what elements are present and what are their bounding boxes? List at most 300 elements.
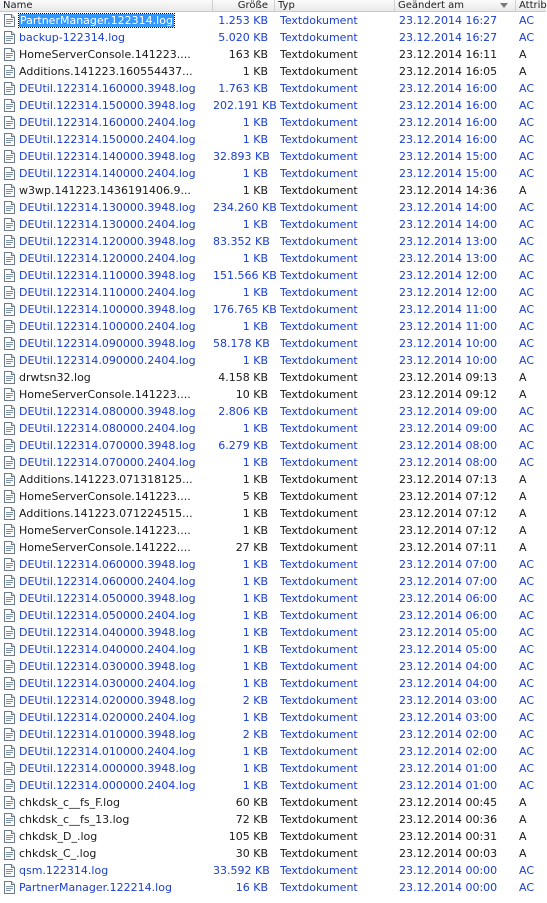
file-type: Textdokument xyxy=(280,711,358,724)
file-row[interactable] xyxy=(0,46,546,63)
text-document-icon xyxy=(4,218,15,231)
text-document-icon xyxy=(4,320,15,333)
file-type: Textdokument xyxy=(280,252,358,265)
file-modified-date: 23.12.2014 03:00 xyxy=(399,694,498,707)
file-row[interactable] xyxy=(0,233,546,250)
file-name: DEUtil.122314.120000.2404.log xyxy=(19,252,196,265)
file-size: 83.352 KB xyxy=(213,235,270,248)
file-type: Textdokument xyxy=(280,813,358,826)
column-header-modified[interactable]: Geändert am xyxy=(395,0,516,11)
file-row[interactable] xyxy=(0,216,546,233)
file-row[interactable] xyxy=(0,862,546,879)
file-type: Textdokument xyxy=(280,524,358,537)
file-type: Textdokument xyxy=(280,847,358,860)
file-modified-date: 23.12.2014 07:00 xyxy=(399,558,498,571)
file-attributes: A xyxy=(519,796,527,809)
file-attributes: AC xyxy=(519,167,535,180)
text-document-icon xyxy=(4,796,15,809)
file-name: DEUtil.122314.100000.2404.log xyxy=(19,320,196,333)
column-header-name[interactable]: Name xyxy=(0,0,213,11)
file-type: Textdokument xyxy=(280,14,358,27)
file-modified-date: 23.12.2014 04:00 xyxy=(399,660,498,673)
text-document-icon xyxy=(4,269,15,282)
file-modified-date: 23.12.2014 16:05 xyxy=(399,65,498,78)
file-attributes: A xyxy=(519,490,527,503)
file-attributes: A xyxy=(519,847,527,860)
file-modified-date: 23.12.2014 07:12 xyxy=(399,524,498,537)
file-row[interactable] xyxy=(0,148,546,165)
sort-descending-icon xyxy=(500,3,508,8)
file-size: 1 KB xyxy=(242,133,268,146)
file-row[interactable] xyxy=(0,114,546,131)
text-document-icon xyxy=(4,82,15,95)
file-modified-date: 23.12.2014 13:00 xyxy=(399,235,498,248)
file-type: Textdokument xyxy=(280,881,358,894)
file-attributes: A xyxy=(519,184,527,197)
file-attributes: A xyxy=(519,813,527,826)
file-name: drwtsn32.log xyxy=(19,371,91,384)
file-name: w3wp.141223.1436191406.9... xyxy=(19,184,191,197)
file-size: 1 KB xyxy=(242,558,268,571)
file-size: 1 KB xyxy=(242,286,268,299)
file-size: 1 KB xyxy=(242,354,268,367)
text-document-icon xyxy=(4,65,15,78)
file-size: 1 KB xyxy=(242,643,268,656)
file-type: Textdokument xyxy=(280,660,358,673)
file-row[interactable] xyxy=(0,63,546,80)
file-name: DEUtil.122314.070000.3948.log xyxy=(19,439,196,452)
file-attributes: A xyxy=(519,830,527,843)
text-document-icon xyxy=(4,235,15,248)
file-row[interactable] xyxy=(0,488,546,505)
file-row[interactable] xyxy=(0,590,546,607)
file-type: Textdokument xyxy=(280,303,358,316)
file-size: 1.253 KB xyxy=(218,14,268,27)
file-type: Textdokument xyxy=(280,558,358,571)
file-modified-date: 23.12.2014 08:00 xyxy=(399,439,498,452)
text-document-icon xyxy=(4,490,15,503)
file-attributes: A xyxy=(519,388,527,401)
file-modified-date: 23.12.2014 16:27 xyxy=(399,31,498,44)
file-modified-date: 23.12.2014 12:00 xyxy=(399,286,498,299)
file-attributes: AC xyxy=(519,133,535,146)
file-modified-date: 23.12.2014 14:36 xyxy=(399,184,498,197)
file-name: backup-122314.log xyxy=(19,31,125,44)
file-name: DEUtil.122314.120000.3948.log xyxy=(19,235,196,248)
file-size: 1 KB xyxy=(242,184,268,197)
file-size: 1 KB xyxy=(242,660,268,673)
file-modified-date: 23.12.2014 00:36 xyxy=(399,813,498,826)
file-row[interactable] xyxy=(0,369,546,386)
file-row[interactable] xyxy=(0,182,546,199)
file-modified-date: 23.12.2014 16:27 xyxy=(399,14,498,27)
file-row[interactable] xyxy=(0,165,546,182)
text-document-icon xyxy=(4,592,15,605)
file-row[interactable] xyxy=(0,539,546,556)
file-type: Textdokument xyxy=(280,490,358,503)
file-attributes: AC xyxy=(519,269,535,282)
file-attributes: AC xyxy=(519,150,535,163)
file-size: 30 KB xyxy=(235,847,268,860)
file-type: Textdokument xyxy=(280,677,358,690)
file-type: Textdokument xyxy=(280,337,358,350)
file-name: qsm.122314.log xyxy=(19,864,109,877)
file-size: 1 KB xyxy=(242,456,268,469)
file-type: Textdokument xyxy=(280,201,358,214)
file-attributes: AC xyxy=(519,235,535,248)
file-row[interactable] xyxy=(0,131,546,148)
file-modified-date: 23.12.2014 11:00 xyxy=(399,303,498,316)
file-type: Textdokument xyxy=(280,167,358,180)
file-name: DEUtil.122314.050000.2404.log xyxy=(19,609,196,622)
text-document-icon xyxy=(4,626,15,639)
file-attributes: AC xyxy=(519,303,535,316)
file-name: DEUtil.122314.050000.3948.log xyxy=(19,592,196,605)
file-modified-date: 23.12.2014 05:00 xyxy=(399,626,498,639)
file-size: 1 KB xyxy=(242,320,268,333)
file-row[interactable] xyxy=(0,97,546,114)
file-modified-date: 23.12.2014 03:00 xyxy=(399,711,498,724)
file-name: DEUtil.122314.020000.2404.log xyxy=(19,711,196,724)
file-type: Textdokument xyxy=(280,541,358,554)
file-row[interactable] xyxy=(0,675,546,692)
file-type: Textdokument xyxy=(280,456,358,469)
file-name: DEUtil.122314.140000.2404.log xyxy=(19,167,196,180)
file-modified-date: 23.12.2014 14:00 xyxy=(399,201,498,214)
file-row[interactable] xyxy=(0,505,546,522)
file-attributes: A xyxy=(519,541,527,554)
file-type: Textdokument xyxy=(280,507,358,520)
file-row[interactable] xyxy=(0,352,546,369)
column-header-size[interactable]: Größe xyxy=(213,0,275,11)
file-type: Textdokument xyxy=(280,779,358,792)
file-row[interactable] xyxy=(0,692,546,709)
file-row[interactable] xyxy=(0,403,546,420)
file-row[interactable] xyxy=(0,794,546,811)
text-document-icon xyxy=(4,286,15,299)
file-row[interactable] xyxy=(0,386,546,403)
text-document-icon xyxy=(4,524,15,537)
file-modified-date: 23.12.2014 09:00 xyxy=(399,422,498,435)
text-document-icon xyxy=(4,14,15,27)
file-attributes: AC xyxy=(519,286,535,299)
file-attributes: AC xyxy=(519,677,535,690)
text-document-icon xyxy=(4,609,15,622)
file-modified-date: 23.12.2014 07:12 xyxy=(399,490,498,503)
text-document-icon xyxy=(4,150,15,163)
file-modified-date: 23.12.2014 07:13 xyxy=(399,473,498,486)
file-type: Textdokument xyxy=(280,31,358,44)
file-name: DEUtil.122314.150000.3948.log xyxy=(19,99,196,112)
file-size: 1 KB xyxy=(242,575,268,588)
file-name: DEUtil.122314.160000.3948.log xyxy=(19,82,196,95)
file-attributes: A xyxy=(519,371,527,384)
file-name: DEUtil.122314.040000.3948.log xyxy=(19,626,196,639)
file-type: Textdokument xyxy=(280,864,358,877)
file-type: Textdokument xyxy=(280,745,358,758)
text-document-icon xyxy=(4,371,15,384)
file-attributes: AC xyxy=(519,405,535,418)
file-size: 4.158 KB xyxy=(218,371,268,384)
file-attributes: AC xyxy=(519,609,535,622)
file-modified-date: 23.12.2014 15:00 xyxy=(399,167,498,180)
file-attributes: AC xyxy=(519,592,535,605)
file-size: 1 KB xyxy=(242,592,268,605)
file-name: DEUtil.122314.040000.2404.log xyxy=(19,643,196,656)
file-modified-date: 23.12.2014 16:00 xyxy=(399,82,498,95)
file-modified-date: 23.12.2014 02:00 xyxy=(399,745,498,758)
file-size: 2.806 KB xyxy=(218,405,268,418)
text-document-icon xyxy=(4,541,15,554)
file-modified-date: 23.12.2014 07:11 xyxy=(399,541,498,554)
file-row[interactable] xyxy=(0,760,546,777)
file-type: Textdokument xyxy=(280,762,358,775)
column-header-attributes[interactable]: Attrib xyxy=(519,0,547,11)
column-header-type[interactable]: Typ xyxy=(275,0,395,11)
file-row[interactable] xyxy=(0,828,546,845)
file-size: 32.893 KB xyxy=(213,150,270,163)
file-row[interactable] xyxy=(0,811,546,828)
file-modified-date: 23.12.2014 00:45 xyxy=(399,796,498,809)
file-modified-date: 23.12.2014 14:00 xyxy=(399,218,498,231)
text-document-icon xyxy=(4,643,15,656)
file-modified-date: 23.12.2014 13:00 xyxy=(399,252,498,265)
file-row[interactable] xyxy=(0,301,546,318)
file-name: DEUtil.122314.090000.2404.log xyxy=(19,354,196,367)
file-name: chkdsk_c__fs_F.log xyxy=(19,796,120,809)
text-document-icon xyxy=(4,762,15,775)
file-attributes: AC xyxy=(519,694,535,707)
file-size: 1 KB xyxy=(242,252,268,265)
file-attributes: AC xyxy=(519,439,535,452)
text-document-icon xyxy=(4,473,15,486)
file-name: Additions.141223.071224515... xyxy=(19,507,193,520)
file-modified-date: 23.12.2014 10:00 xyxy=(399,337,498,350)
file-attributes: AC xyxy=(519,218,535,231)
text-document-icon xyxy=(4,303,15,316)
text-document-icon xyxy=(4,711,15,724)
file-modified-date: 23.12.2014 10:00 xyxy=(399,354,498,367)
file-attributes: AC xyxy=(519,252,535,265)
file-size: 1 KB xyxy=(242,116,268,129)
file-name: DEUtil.122314.070000.2404.log xyxy=(19,456,196,469)
file-type: Textdokument xyxy=(280,728,358,741)
file-attributes: AC xyxy=(519,626,535,639)
text-document-icon xyxy=(4,354,15,367)
file-modified-date: 23.12.2014 16:11 xyxy=(399,48,498,61)
file-name: DEUtil.122314.110000.2404.log xyxy=(19,286,196,299)
file-row[interactable] xyxy=(0,437,546,454)
file-size: 1 KB xyxy=(242,65,268,78)
column-header-bar xyxy=(0,0,546,12)
file-name: DEUtil.122314.010000.3948.log xyxy=(19,728,196,741)
file-row[interactable] xyxy=(0,641,546,658)
file-modified-date: 23.12.2014 06:00 xyxy=(399,592,498,605)
file-attributes: AC xyxy=(519,201,535,214)
file-type: Textdokument xyxy=(280,405,358,418)
text-document-icon xyxy=(4,99,15,112)
file-attributes: A xyxy=(519,507,527,520)
file-row[interactable] xyxy=(0,284,546,301)
file-size: 1 KB xyxy=(242,779,268,792)
text-document-icon xyxy=(4,575,15,588)
file-modified-date: 23.12.2014 00:03 xyxy=(399,847,498,860)
file-name: DEUtil.122314.000000.3948.log xyxy=(19,762,196,775)
file-name: DEUtil.122314.030000.2404.log xyxy=(19,677,196,690)
file-row[interactable] xyxy=(0,420,546,437)
file-type: Textdokument xyxy=(280,422,358,435)
file-attributes: AC xyxy=(519,745,535,758)
file-row[interactable] xyxy=(0,471,546,488)
text-document-icon xyxy=(4,813,15,826)
file-type: Textdokument xyxy=(280,218,358,231)
file-name: DEUtil.122314.000000.2404.log xyxy=(19,779,196,792)
file-row[interactable] xyxy=(0,777,546,794)
file-name: HomeServerConsole.141223.... xyxy=(19,524,191,537)
text-document-icon xyxy=(4,31,15,44)
file-size: 1.763 KB xyxy=(218,82,268,95)
text-document-icon xyxy=(4,388,15,401)
file-name: DEUtil.122314.030000.3948.log xyxy=(19,660,196,673)
file-attributes: AC xyxy=(519,660,535,673)
file-type: Textdokument xyxy=(280,235,358,248)
file-name: HomeServerConsole.141223.... xyxy=(19,48,191,61)
file-size: 1 KB xyxy=(242,167,268,180)
file-type: Textdokument xyxy=(280,575,358,588)
file-type: Textdokument xyxy=(280,116,358,129)
file-size: 1 KB xyxy=(242,524,268,537)
text-document-icon xyxy=(4,728,15,741)
text-document-icon xyxy=(4,337,15,350)
file-name: HomeServerConsole.141222.... xyxy=(19,541,191,554)
file-row[interactable] xyxy=(0,250,546,267)
file-row[interactable] xyxy=(0,29,546,46)
file-row[interactable] xyxy=(0,845,546,862)
file-name: DEUtil.122314.110000.3948.log xyxy=(19,269,196,282)
text-document-icon xyxy=(4,660,15,673)
text-document-icon xyxy=(4,881,15,894)
file-row[interactable] xyxy=(0,624,546,641)
file-name: DEUtil.122314.130000.2404.log xyxy=(19,218,196,231)
file-name: DEUtil.122314.080000.2404.log xyxy=(19,422,196,435)
file-attributes: AC xyxy=(519,779,535,792)
file-type: Textdokument xyxy=(280,626,358,639)
file-size: 2 KB xyxy=(242,694,268,707)
file-name: DEUtil.122314.150000.2404.log xyxy=(19,133,196,146)
text-document-icon xyxy=(4,745,15,758)
file-name: DEUtil.122314.060000.2404.log xyxy=(19,575,196,588)
file-row[interactable] xyxy=(0,658,546,675)
file-type: Textdokument xyxy=(280,592,358,605)
file-row[interactable] xyxy=(0,454,546,471)
file-type: Textdokument xyxy=(280,269,358,282)
file-name: DEUtil.122314.020000.3948.log xyxy=(19,694,196,707)
text-document-icon xyxy=(4,694,15,707)
file-attributes: A xyxy=(519,48,527,61)
file-size: 72 KB xyxy=(235,813,268,826)
file-size: 16 KB xyxy=(235,881,268,894)
file-row[interactable] xyxy=(0,556,546,573)
file-modified-date: 23.12.2014 00:00 xyxy=(399,881,498,894)
file-size: 1 KB xyxy=(242,626,268,639)
file-size: 1 KB xyxy=(242,422,268,435)
file-modified-date: 23.12.2014 06:00 xyxy=(399,609,498,622)
file-size: 60 KB xyxy=(235,796,268,809)
file-name: DEUtil.122314.140000.3948.log xyxy=(19,150,196,163)
file-modified-date: 23.12.2014 01:00 xyxy=(399,762,498,775)
file-attributes: AC xyxy=(519,864,535,877)
file-modified-date: 23.12.2014 07:12 xyxy=(399,507,498,520)
file-name: HomeServerConsole.141223.... xyxy=(19,388,191,401)
file-size: 1 KB xyxy=(242,507,268,520)
text-document-icon xyxy=(4,558,15,571)
file-row[interactable] xyxy=(0,318,546,335)
file-row[interactable] xyxy=(0,573,546,590)
file-type: Textdokument xyxy=(280,133,358,146)
file-type: Textdokument xyxy=(280,830,358,843)
file-row[interactable] xyxy=(0,335,546,352)
file-row[interactable] xyxy=(0,80,546,97)
file-row[interactable] xyxy=(0,267,546,284)
file-size: 176.765 KB xyxy=(213,303,277,316)
text-document-icon xyxy=(4,439,15,452)
file-attributes: AC xyxy=(519,354,535,367)
file-name: DEUtil.122314.060000.3948.log xyxy=(19,558,196,571)
file-attributes: AC xyxy=(519,422,535,435)
text-document-icon xyxy=(4,864,15,877)
file-size: 27 KB xyxy=(235,541,268,554)
file-size: 10 KB xyxy=(235,388,268,401)
file-modified-date: 23.12.2014 11:00 xyxy=(399,320,498,333)
file-attributes: AC xyxy=(519,337,535,350)
file-attributes: A xyxy=(519,473,527,486)
file-row[interactable] xyxy=(0,709,546,726)
file-modified-date: 23.12.2014 09:12 xyxy=(399,388,498,401)
text-document-icon xyxy=(4,507,15,520)
file-name: DEUtil.122314.010000.2404.log xyxy=(19,745,196,758)
file-row[interactable] xyxy=(0,199,546,216)
file-name: DEUtil.122314.100000.3948.log xyxy=(19,303,196,316)
text-document-icon xyxy=(4,405,15,418)
file-modified-date: 23.12.2014 16:00 xyxy=(399,116,498,129)
file-name: PartnerManager.122214.log xyxy=(19,881,172,894)
file-size: 105 KB xyxy=(228,830,268,843)
file-attributes: AC xyxy=(519,456,535,469)
file-row[interactable] xyxy=(0,743,546,760)
file-type: Textdokument xyxy=(280,99,358,112)
text-document-icon xyxy=(4,48,15,61)
file-row[interactable] xyxy=(0,726,546,743)
file-row[interactable] xyxy=(0,12,546,29)
file-name: Additions.141223.071318125... xyxy=(19,473,193,486)
file-row[interactable] xyxy=(0,522,546,539)
file-attributes: AC xyxy=(519,31,535,44)
file-attributes: AC xyxy=(519,643,535,656)
file-size: 202.191 KB xyxy=(213,99,277,112)
file-row[interactable] xyxy=(0,879,546,896)
file-size: 6.279 KB xyxy=(218,439,268,452)
file-attributes: AC xyxy=(519,762,535,775)
file-modified-date: 23.12.2014 16:00 xyxy=(399,133,498,146)
file-attributes: AC xyxy=(519,116,535,129)
file-type: Textdokument xyxy=(280,286,358,299)
file-attributes: A xyxy=(519,65,527,78)
file-modified-date: 23.12.2014 00:00 xyxy=(399,864,498,877)
file-name: DEUtil.122314.160000.2404.log xyxy=(19,116,196,129)
file-size: 1 KB xyxy=(242,677,268,690)
file-attributes: AC xyxy=(519,728,535,741)
file-row[interactable] xyxy=(0,607,546,624)
